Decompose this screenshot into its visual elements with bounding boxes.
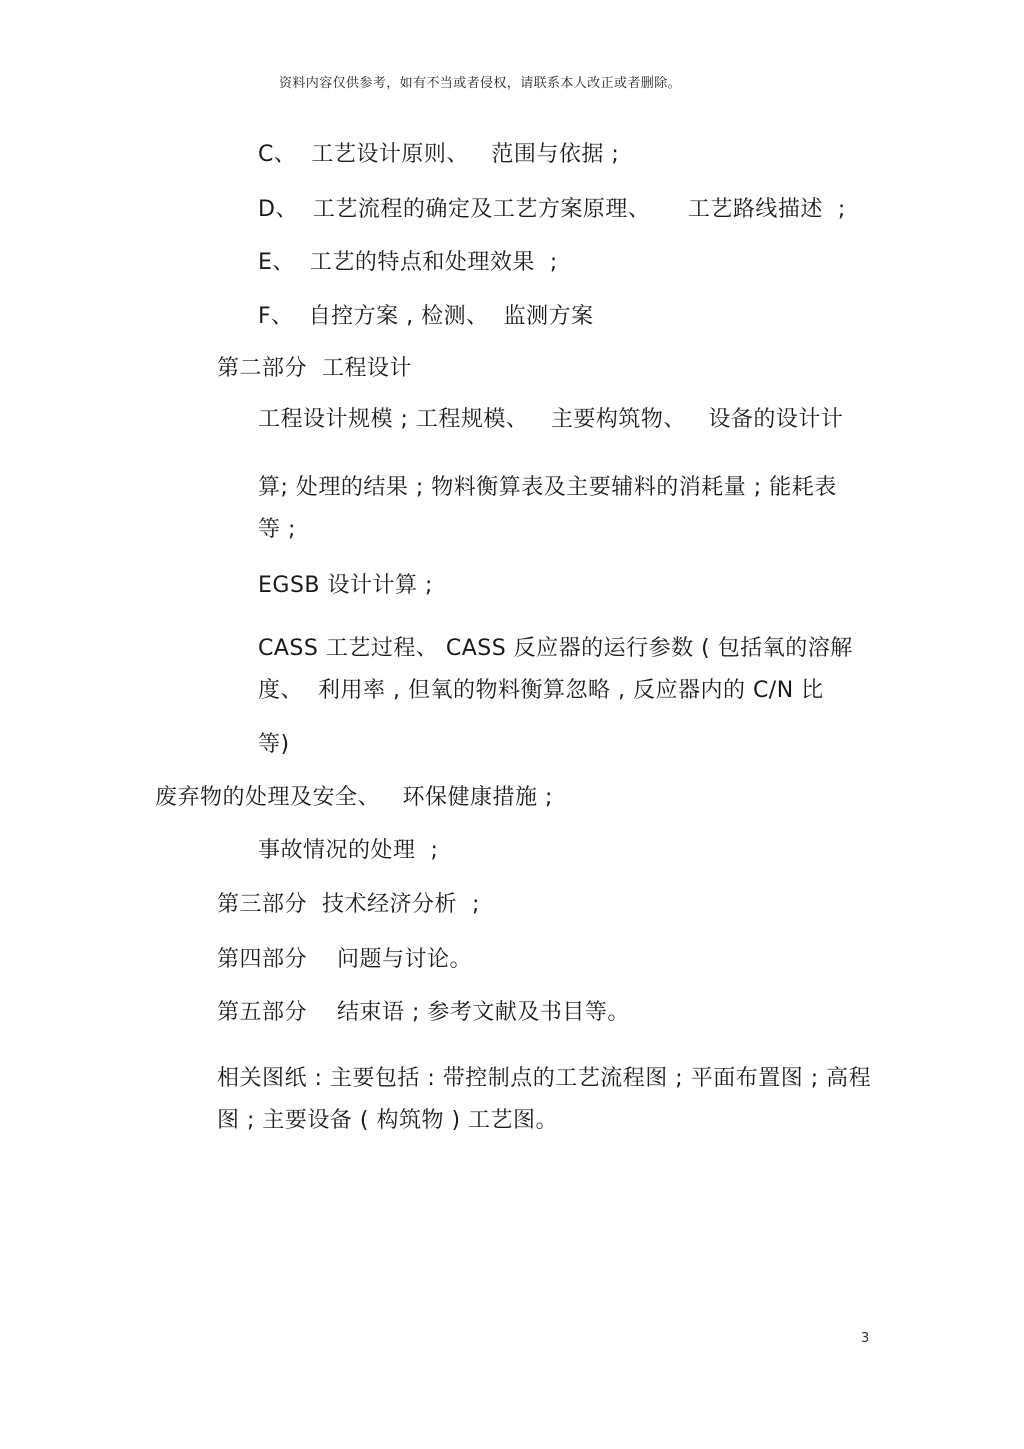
header-disclaimer: 资料内容仅供参考，如有不当或者侵权，请联系本人改正或者删除。 [279,76,682,91]
drawings-line-1: 相关图纸 : 主要包括 : 带控制点的工艺流程图 ; 平面布置图 ; 高程 [217,1066,872,1091]
part2-scale-line-3: 等 ; [258,517,296,542]
part2-scale-line-2: 算; 处理的结果 ; 物料衡算表及主要辅料的消耗量 ; 能耗表 [258,475,837,500]
page-number: 3 [861,1331,870,1346]
part3-heading: 第三部分 技术经济分析 ; [217,892,480,917]
part2-cass-line-2: 度、 利用率 , 但氧的物料衡算忽略 , 反应器内的 C/N 比 [258,678,824,703]
part1-item-c: C、 工艺设计原则、 范围与依据 ; [258,142,620,167]
part2-waste: 废弃物的处理及安全、 环保健康措施 ; [155,785,553,810]
part2-accident: 事故情况的处理 ; [258,838,439,863]
part2-cass-line-3: 等) [258,732,290,757]
part1-item-e: E、 工艺的特点和处理效果 ; [258,250,558,275]
part2-heading: 第二部分 工程设计 [217,356,412,381]
part1-item-d: D、 工艺流程的确定及工艺方案原理、 工艺路线描述 ; [258,197,846,222]
part1-item-f: F、 自控方案 , 检测、 监测方案 [258,304,594,329]
part4-heading: 第四部分 问题与讨论。 [217,947,472,972]
part2-scale-line-1: 工程设计规模 ; 工程规模、 主要构筑物、 设备的设计计 [258,407,844,432]
part5-heading: 第五部分 结束语 ; 参考文献及书目等。 [217,1000,630,1025]
part2-cass-line-1: CASS 工艺过程、 CASS 反应器的运行参数 ( 包括氧的溶解 [258,636,853,661]
drawings-line-2: 图 ; 主要设备 ( 构筑物 ) 工艺图。 [217,1108,559,1133]
part2-egsb: EGSB 设计计算 ; [258,573,433,598]
